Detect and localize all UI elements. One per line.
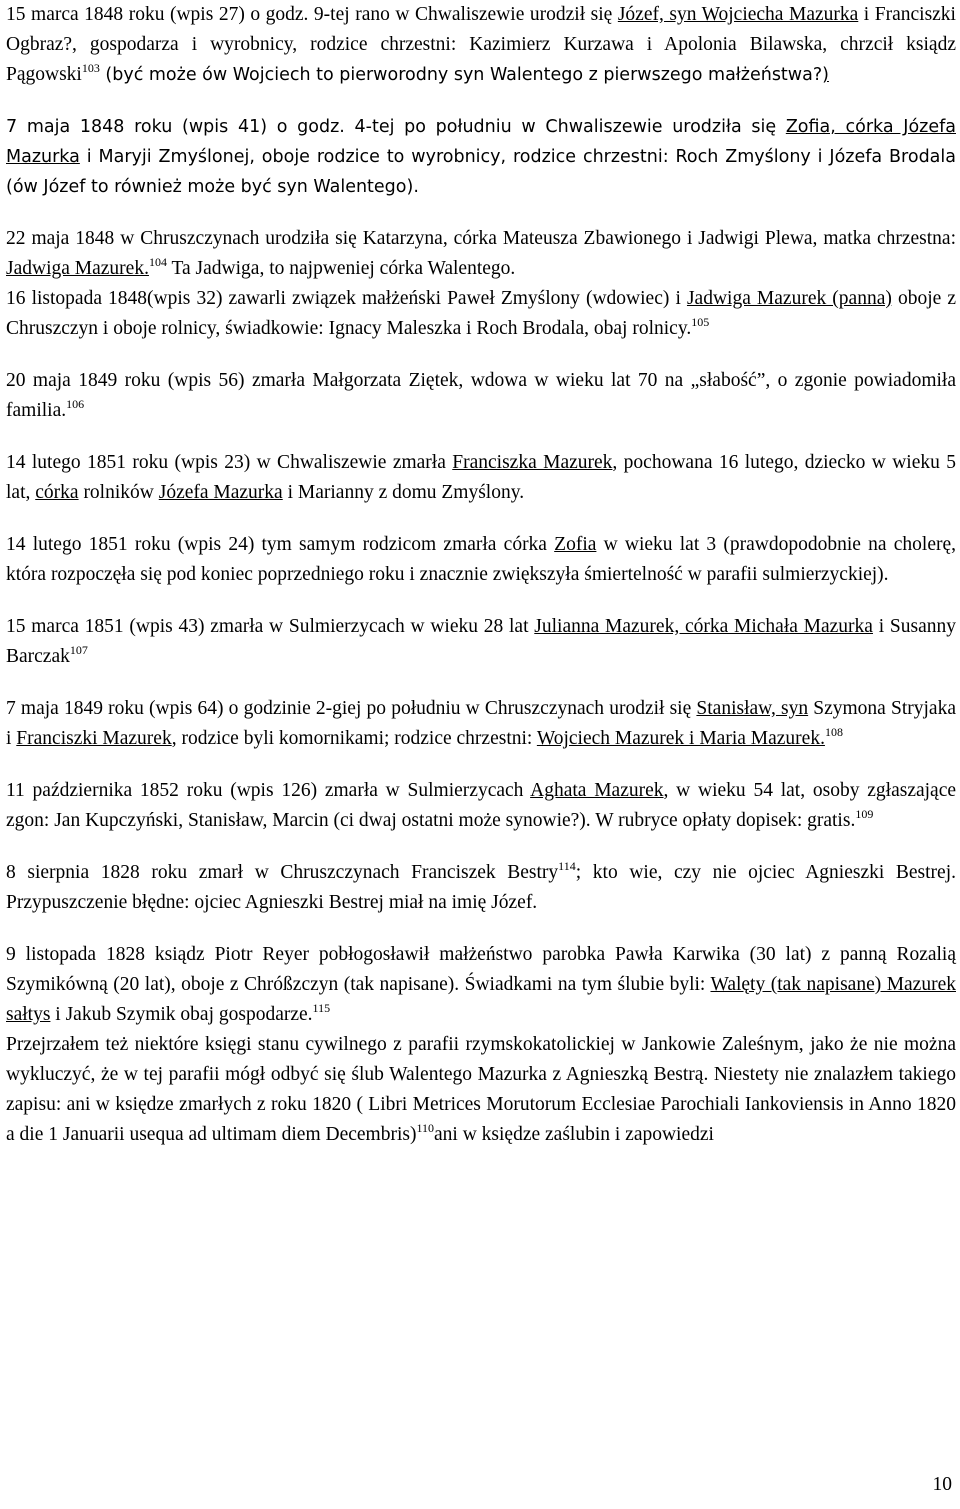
paragraph xyxy=(6,0,956,90)
text-run: rolników xyxy=(78,482,159,503)
footnote-ref: 104 xyxy=(148,255,167,269)
paragraph xyxy=(6,694,956,754)
document-page xyxy=(6,0,956,1150)
underlined-text: Zofia xyxy=(554,534,597,555)
text-run: , w wieku 54 lat, osoby zgłaszające zgon: Jan Kupczyński, Stanisław, Marcin (ci dwaj ostatni może synowie?). W rubryce opłaty dopisek: gratis. xyxy=(6,780,957,831)
text-run: (być może ów Wojciech to pierworodny syn Walentego z pierwszego małżeństwa? xyxy=(99,65,823,85)
text-run: i Franciszki Ogbraz?, gospodarza i wyrobnicy, rodzice chrzestni: Kazimierz Kurzawa i Apolonia Bilawska, chrzcił ksiądz Pągowski xyxy=(6,4,956,85)
paragraph xyxy=(6,776,956,836)
text-run: i Maryji Zmyślonej, oboje rodzice to wyrobnicy, rodzice chrzestni: Roch Zmyślony i Józefa Brodala (ów Józef to również może być syn Walentego). xyxy=(6,147,956,197)
paragraph xyxy=(6,224,956,284)
text-run: 14 lutego 1851 roku (wpis 23) w Chwaliszewie zmarła xyxy=(6,452,453,473)
underlined-text: Jadwiga Mazurek (panna) xyxy=(686,288,892,309)
text-run: 15 marca 1848 roku (wpis 27) o godz. 9-tej rano w Chwaliszewie urodził się xyxy=(6,4,618,25)
footnote-ref: 108 xyxy=(824,725,843,739)
text-run: 11 października 1852 roku (wpis 126) zmarła w Sulmierzycach xyxy=(6,780,531,801)
footnote-ref: 110 xyxy=(416,1121,435,1135)
text-run: Szymona Stryjaka i xyxy=(6,698,956,749)
footnote-ref: 114 xyxy=(558,859,576,873)
underlined-text: Józef, syn Wojciecha Mazurka xyxy=(617,4,859,25)
text-run: 15 marca 1851 (wpis 43) zmarła w Sulmierzycach w wieku 28 lat xyxy=(6,616,535,637)
footnote-ref: 115 xyxy=(312,1001,331,1015)
underlined-text: ) xyxy=(822,65,829,85)
text-run: , pochowana 16 lutego, dziecko w wieku 5 lat, xyxy=(6,452,956,503)
text-run: 16 listopada 1848(wpis 32) zawarli związek małżeński Paweł Zmyślony (wdowiec) i xyxy=(6,288,687,309)
paragraph xyxy=(6,366,956,426)
paragraph xyxy=(6,448,956,508)
underlined-text: Józefa Mazurka xyxy=(158,482,283,503)
underlined-text: Walęty (tak napisane) Mazurek sałtys xyxy=(6,974,956,1025)
text-run: Przejrzałem też niektóre księgi stanu cywilnego z parafii rzymskokatolickiej w Jankowie Zaleśnym, jako że nie można wykluczyć, że w tej parafii mógł odbyć się ślub Walentego Mazurka z Agnieszką Bestrą. Niestety nie znalazłem takiego zapisu: ani w księdze zmarłych z roku 1820 ( Libri Metrices Morutorum Ecclesiae Parochiali Iankoviensis in Anno 1820 a die 1 Januarii usequa ad ultimam diem Decembris) xyxy=(6,1034,956,1145)
paragraph xyxy=(6,530,956,590)
footnote-ref: 103 xyxy=(81,61,100,75)
text-run: w wieku lat 3 (prawdopodobnie na cholerę, która rozpoczęła się pod koniec poprzedniego roku i znacznie zwiększyła śmiertelność w parafii sulmierzyckiej). xyxy=(6,534,956,585)
paragraph xyxy=(6,940,956,1030)
text-run: i Marianny z domu Zmyślony. xyxy=(282,482,525,503)
footnote-ref: 106 xyxy=(66,397,85,411)
text-run: oboje z Chruszczyn i oboje rolnicy, świadkowie: Ignacy Maleszka i Roch Brodala, obaj rolnicy. xyxy=(6,288,956,339)
text-run: 9 listopada 1828 ksiądz Piotr Reyer pobłogosławił małżeństwo parobka Pawła Karwika (30 lat) z panną Rozalią Szymikówną (20 lat), oboje z Chróßzczyn (tak napisane). Świadkami na tym ślubie byli: xyxy=(6,944,956,995)
paragraph xyxy=(6,612,956,672)
text-run: i Susanny Barczak xyxy=(6,616,956,667)
footnote-ref: 105 xyxy=(691,315,710,329)
text-run: i Jakub Szymik obaj gospodarze. xyxy=(50,1004,313,1025)
text-run: 22 maja 1848 w Chruszczynach urodziła się Katarzyna, córka Mateusza Zbawionego i Jadwigi Plewa, matka chrzestna: xyxy=(6,228,956,249)
underlined-text: Julianna Mazurek, córka Michała Mazurka xyxy=(534,616,873,637)
footnote-ref: 109 xyxy=(855,807,874,821)
underlined-text: Stanisław, syn xyxy=(696,698,809,719)
text-run: ani w księdze zaślubin i zapowiedzi xyxy=(434,1124,714,1145)
text-run: 20 maja 1849 roku (wpis 56) zmarła Małgorzata Ziętek, wdowa w wieku lat 70 na „słabość”, o zgonie powiadomiła familia. xyxy=(6,370,956,421)
underlined-text: Jadwiga Mazurek. xyxy=(6,258,149,279)
text-run: 7 maja 1848 roku (wpis 41) o godz. 4-tej po południu w Chwaliszewie urodziła się xyxy=(6,117,786,137)
paragraph xyxy=(6,1030,956,1150)
underlined-text: Franciszka Mazurek xyxy=(452,452,613,473)
underlined-text: Aghata Mazurek xyxy=(530,780,664,801)
text-run: ; kto wie, czy nie ojciec Agnieszki Bestrej. Przypuszczenie błędne: ojciec Agnieszki Bestrej miał na imię Józef. xyxy=(6,862,956,913)
text-run: 14 lutego 1851 roku (wpis 24) tym samym rodzicom zmarła córka xyxy=(6,534,555,555)
text-run: , rodzice byli komornikami; rodzice chrzestni: xyxy=(171,728,537,749)
paragraph xyxy=(6,858,956,918)
underlined-text: Wojciech Mazurek i Maria Mazurek. xyxy=(536,728,825,749)
underlined-text: córka xyxy=(35,482,79,503)
footnote-ref: 107 xyxy=(69,643,88,657)
page-number: 10 xyxy=(932,1474,952,1495)
underlined-text: Franciszki Mazurek xyxy=(16,728,172,749)
text-run: 8 sierpnia 1828 roku zmarł w Chruszczynach Franciszek Bestry xyxy=(6,862,559,883)
paragraph xyxy=(6,112,956,202)
text-run: Ta Jadwiga, to najpweniej córka Walentego. xyxy=(166,258,516,279)
text-run: 7 maja 1849 roku (wpis 64) o godzinie 2-giej po południu w Chruszczynach urodził się xyxy=(6,698,697,719)
paragraph xyxy=(6,284,956,344)
underlined-text: Zofia, córka Józefa Mazurka xyxy=(6,117,956,167)
